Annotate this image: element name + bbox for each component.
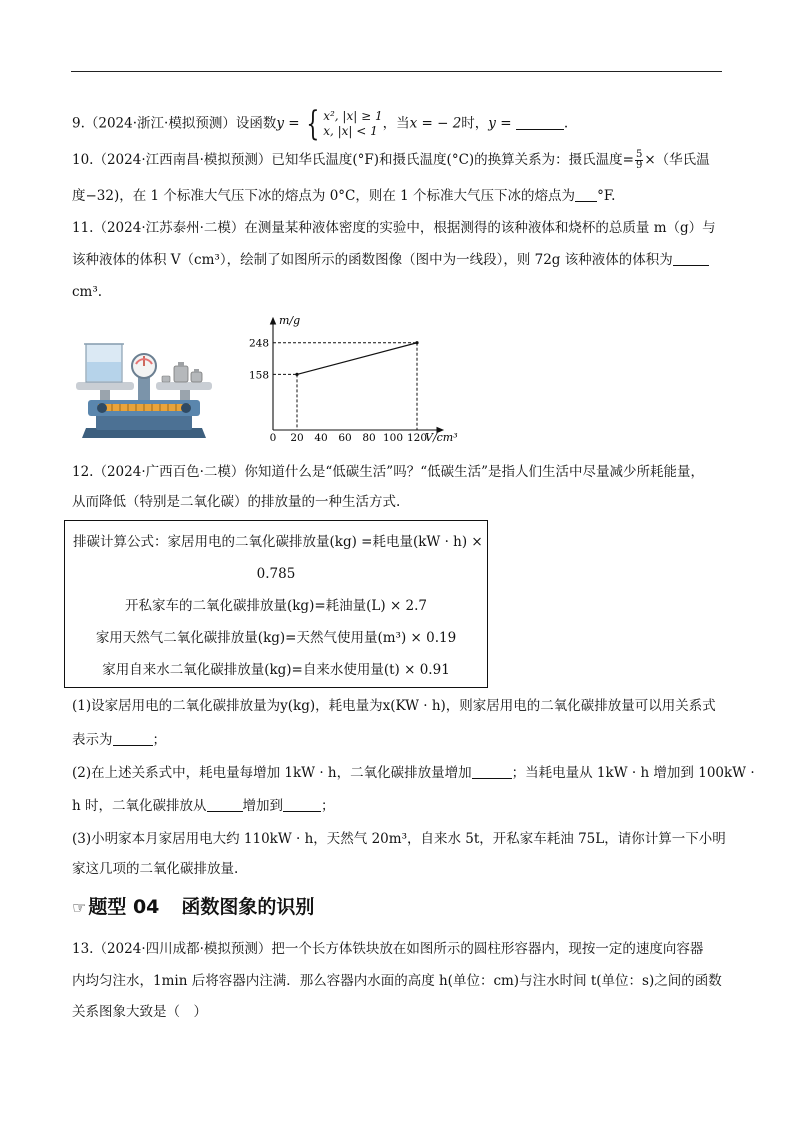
q12-p2-blank-2[interactable] bbox=[207, 797, 243, 812]
q12-part-3-line-1: (3)小明家本月家居用电大约 110kW · h，天然气 20m³，自来水 5t，开私家车耗油 75L，请你计算一下小明 bbox=[72, 831, 726, 847]
scale-body bbox=[96, 414, 192, 430]
question-9 bbox=[72, 104, 569, 144]
weight-icon bbox=[162, 376, 170, 382]
y-tick-label: 158 bbox=[248, 369, 269, 382]
q12-p2-text-a: (2)在上述关系式中，耗电量每增加 1kW · h，二氧化碳排放量增加 bbox=[72, 765, 472, 781]
question-12-line-2: 从而降低（特别是二氧化碳）的排放量的一种生活方式. bbox=[72, 494, 401, 510]
formula-car: 开私家车的二氧化碳排放量(kg)=耗油量(L) × 2.7 bbox=[124, 598, 428, 614]
carbon-formula-box bbox=[64, 520, 488, 688]
x-tick-label: 0 bbox=[269, 432, 277, 444]
mass-volume-chart bbox=[245, 310, 470, 450]
x-tick-label: 80 bbox=[362, 432, 376, 444]
balance-scale-illustration bbox=[72, 330, 216, 442]
q12-p2-end: ； bbox=[321, 798, 335, 814]
question-11-line-2 bbox=[72, 251, 709, 269]
section-heading bbox=[72, 894, 314, 921]
x-tick-label: 20 bbox=[290, 432, 304, 444]
q11-text: 该种液体的体积 V（cm³），绘制了如图所示的函数图像（图中为一线段），则 72g 该种液体的体积为 bbox=[72, 252, 673, 268]
x-tick-label: 100 bbox=[382, 432, 404, 444]
weight-icon bbox=[191, 372, 202, 382]
q12-p1-blank[interactable] bbox=[113, 731, 153, 746]
formula-gas: 家用天然气二氧化碳排放量(kg)=天然气使用量(m³) × 0.19 bbox=[95, 630, 457, 646]
q12-part-2-line-2 bbox=[72, 797, 335, 815]
q12-part-1-line-2 bbox=[72, 731, 166, 749]
question-10-line-1 bbox=[72, 150, 710, 171]
q10-text-d: °F. bbox=[597, 188, 616, 204]
formula-electricity: 排碳计算公式：家居用电的二氧化碳排放量(kg) =耗电量(kW · h) × bbox=[73, 534, 483, 550]
y-axis-label: m/g bbox=[279, 314, 301, 327]
q10-frac-num: 5 bbox=[635, 149, 643, 160]
section-title-text: 函数图象的识别 bbox=[181, 896, 315, 918]
data-line-segment bbox=[297, 343, 417, 375]
q10-frac-den: 9 bbox=[635, 160, 643, 171]
q10-text-b: ×（华氏温 bbox=[644, 152, 710, 168]
q10-text-c: 度−32)，在 1 个标准大气压下冰的熔点为 0°C，则在 1 个标准大气压下冰的熔点为 bbox=[72, 188, 576, 204]
q10-answer-blank[interactable] bbox=[575, 187, 597, 202]
q9-condition: x = − 2 bbox=[409, 115, 462, 132]
q9-end: . bbox=[563, 115, 569, 132]
q9-answer-var: y = bbox=[488, 115, 512, 132]
pointing-hand-icon: ☞ bbox=[72, 898, 87, 917]
q9-label: 9.（2024·浙江·模拟预测）设函数 bbox=[72, 115, 277, 132]
y-tick-label: 248 bbox=[248, 337, 269, 350]
q9-answer-blank[interactable] bbox=[516, 115, 564, 130]
q12-p2-text-d: 增加到 bbox=[242, 798, 283, 814]
left-brace: { bbox=[305, 104, 319, 144]
right-pan bbox=[156, 382, 212, 390]
q11-answer-blank[interactable] bbox=[673, 251, 709, 266]
q9-piece-1: x², |x| ≥ 1 bbox=[323, 109, 383, 123]
question-13-line-1: 13.（2024·四川成都·模拟预测）把一个长方体铁块放在如图所示的圆柱形容器内，现按一定的速度向容器 bbox=[72, 941, 704, 957]
q9-piece-2: x, |x| < 1 bbox=[323, 124, 378, 138]
q12-p2-blank-1[interactable] bbox=[472, 764, 512, 779]
q9-text-mid2: 时， bbox=[461, 115, 489, 132]
question-10-line-2 bbox=[72, 187, 615, 205]
question-12-line-1: 12.（2024·广西百色·二模）你知道什么是“低碳生活”吗？“低碳生活”是指人们生活中尽量减少所耗能量， bbox=[72, 464, 705, 480]
data-point bbox=[415, 341, 418, 344]
q12-p2-text-c: h 时，二氧化碳排放从 bbox=[72, 798, 207, 814]
question-11-line-1: 11.（2024·江苏泰州·二模）在测量某种液体密度的实验中，根据测得的该种液体和烧杯的总质量 m（g）与 bbox=[72, 220, 716, 236]
q12-p2-blank-3[interactable] bbox=[283, 797, 321, 812]
x-tick-label: 40 bbox=[314, 432, 328, 444]
q12-p1-text: 表示为 bbox=[72, 732, 113, 748]
chart-guides bbox=[273, 343, 417, 430]
q12-p2-text-b: ；当耗电量从 1kW · h 增加到 100kW · bbox=[511, 765, 755, 781]
q12-part-2-line-1 bbox=[72, 764, 755, 782]
q10-text-a: 10.（2024·江西南昌·模拟预测）已知华氏温度(°F)和摄氏温度(°C)的换算关系为：摄氏温度= bbox=[72, 152, 634, 168]
q10-fraction bbox=[635, 150, 643, 171]
formula-electricity-factor: 0.785 bbox=[256, 566, 296, 582]
left-pan bbox=[76, 382, 134, 390]
data-point bbox=[295, 373, 298, 376]
header-rule bbox=[71, 71, 722, 72]
question-13-line-2: 内均匀注水，1min 后将容器内注满．那么容器内水面的高度 h(单位：cm)与注水时间 t(单位：s)之间的函数 bbox=[72, 973, 722, 989]
q9-function-name: y = bbox=[276, 115, 300, 132]
q9-piecewise bbox=[323, 109, 382, 139]
chart-series bbox=[295, 341, 418, 376]
q9-text-mid: ，当 bbox=[382, 115, 410, 132]
weight-icon bbox=[174, 366, 188, 382]
q12-part-3-line-2: 家这几项的二氧化碳排放量. bbox=[72, 861, 239, 877]
x-tick-label: 60 bbox=[338, 432, 352, 444]
question-13-line-3: 关系图象大致是（ ） bbox=[72, 1004, 207, 1020]
q12-part-1-line-1: (1)设家居用电的二氧化碳排放量为y(kg)，耗电量为x(KW · h)，则家居用电的二氧化碳排放量可以用关系式 bbox=[72, 698, 716, 714]
q12-p1-end: ； bbox=[152, 732, 166, 748]
formula-water: 家用自来水二氧化碳排放量(kg)=自来水使用量(t) × 0.91 bbox=[102, 662, 450, 678]
question-11-line-3: cm³. bbox=[72, 284, 103, 300]
x-axis-label: V/cm³ bbox=[425, 431, 458, 444]
chart-ticks bbox=[249, 338, 427, 444]
x-tick-label: 120 bbox=[406, 432, 428, 444]
section-prefix: 题型 04 bbox=[88, 896, 160, 918]
